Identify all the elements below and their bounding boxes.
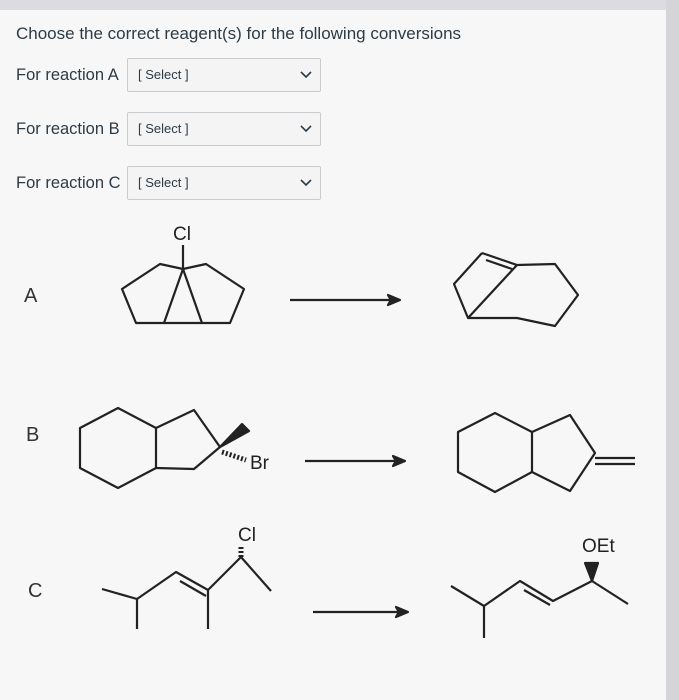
reaction-c-select[interactable] — [127, 166, 321, 200]
reaction-b-selected-value: [ Select ] — [138, 121, 189, 136]
reaction-c-arrowhead — [396, 607, 408, 617]
reaction-a-selected-value: [ Select ] — [138, 67, 189, 82]
reaction-b-select[interactable] — [127, 112, 321, 146]
chevron-down-icon — [298, 173, 314, 193]
reaction-b-substituent: Br — [250, 453, 269, 474]
reaction-c — [28, 525, 628, 638]
hash-bond — [222, 452, 246, 460]
reaction-a-letter: A — [24, 285, 38, 307]
reaction-b-letter: B — [26, 424, 40, 446]
reaction-a-substituent: Cl — [173, 224, 191, 245]
bicyclic-alkene-product — [454, 253, 578, 326]
wedge-bond — [220, 424, 249, 447]
reaction-scheme-figure — [0, 205, 666, 645]
wedge-bond — [585, 563, 598, 581]
reaction-b — [26, 408, 635, 492]
chevron-down-icon — [298, 119, 314, 139]
question-text: Choose the correct reagent(s) for the following conversions — [16, 24, 462, 43]
reaction-a-select[interactable] — [127, 58, 321, 92]
reaction-c-selected-value: [ Select ] — [138, 175, 189, 190]
reaction-a-label: For reaction A — [16, 66, 119, 84]
reaction-c-label: For reaction C — [16, 174, 121, 192]
right-edge — [666, 0, 679, 700]
reaction-c-product-group: OEt — [582, 536, 615, 557]
reaction-a-arrowhead — [388, 295, 400, 305]
exocyclic-alkene-product — [458, 413, 635, 492]
reaction-b-label: For reaction B — [16, 120, 120, 138]
reaction-c-substituent: Cl — [238, 525, 256, 546]
chevron-down-icon — [298, 65, 314, 85]
reaction-a — [24, 224, 578, 326]
bicyclic-bromide-reactant — [80, 408, 249, 488]
bicyclic-chloride-reactant — [122, 245, 244, 323]
allylic-chloride-reactant — [102, 545, 271, 629]
reaction-b-arrowhead — [393, 456, 405, 466]
reaction-c-letter: C — [28, 580, 43, 602]
ether-product — [451, 563, 628, 638]
